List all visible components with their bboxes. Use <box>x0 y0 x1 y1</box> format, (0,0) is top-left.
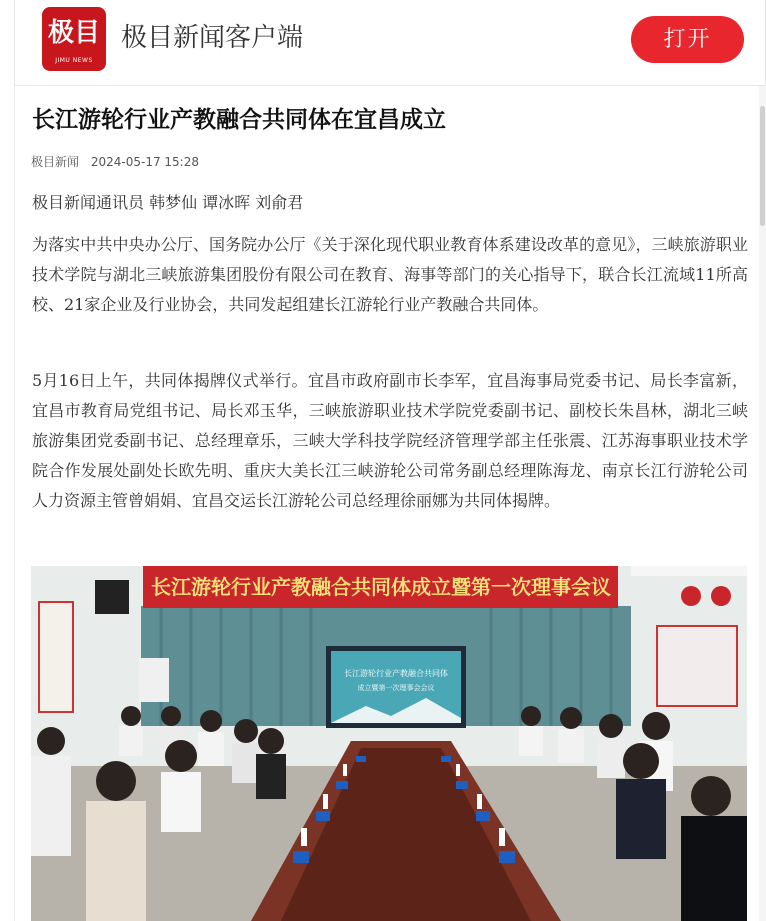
article-paragraph: 5月16日上午，共同体揭牌仪式举行。宜昌市政府副市长李军，宜昌海事局党委书记、局长李富新，宜昌市教育局党组书记、局长邓玉华，三峡旅游职业技术学院党委副书记、副校长朱昌林，湖北三峡旅游集团党委副书记、总经理章乐，三峡大学科技学院经济管理学部主任张震、江苏海事职业技术学院合作发展处副处长欧先明、重庆大美长江三峡游轮公司常务副总经理陈海龙、南京长江行游轮公司人力资源主管曾娟娟、宜昌交运长江游轮公司总经理徐丽娜为共同体揭牌。 <box>32 371 748 510</box>
banner-text: 长江游轮行业产教融合共同体成立暨第一次理事会议 <box>151 575 611 599</box>
article-byline: 极目新闻通讯员 韩梦仙 谭冰晖 刘俞君 <box>32 193 304 212</box>
article-date: 2024-05-17 15:28 <box>90 155 199 169</box>
app-name: 极目新闻客户端 <box>121 23 304 53</box>
meeting-photo-illustration <box>31 566 747 921</box>
article-title: 长江游轮行业产教融合共同体在宜昌成立 <box>32 107 446 133</box>
screen-subtitle: 成立暨第一次理事会会议 <box>357 684 435 692</box>
article-source: 极目新闻 <box>31 155 80 169</box>
article-meta <box>31 153 199 170</box>
page-scrollbar[interactable] <box>759 86 766 921</box>
article <box>14 86 759 921</box>
article-paragraph: 为落实中共中央办公厅、国务院办公厅《关于深化现代职业教育体系建设改革的意见》，三峡旅游职业技术学院与湖北三峡旅游集团股份有限公司在教育、海事等部门的关心指导下，联合长江流域11所高校、21家企业及行业协会，共同发起组建长江游轮行业产教融合共同体。 <box>32 235 748 314</box>
open-app-button[interactable]: 打开 <box>631 16 744 63</box>
app-logo <box>42 7 106 71</box>
screen-title: 长江游轮行业产教融合共同体 <box>344 669 448 678</box>
logo-text: 极目 <box>47 18 100 48</box>
app-banner <box>14 0 766 86</box>
article-photo[interactable] <box>31 566 747 921</box>
scroll-thumb[interactable] <box>760 106 765 226</box>
logo-subtext: JIMU NEWS <box>55 57 93 64</box>
